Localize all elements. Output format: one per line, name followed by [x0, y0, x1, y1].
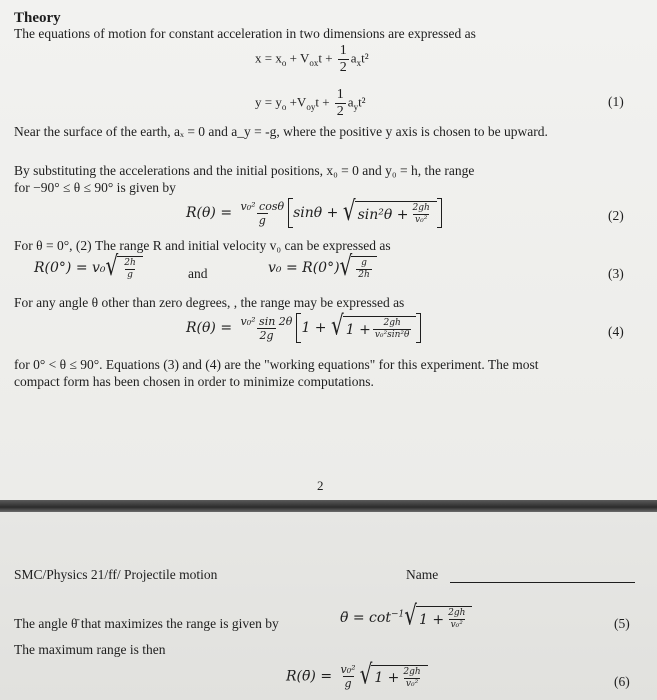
- equation-number-2: (2): [608, 208, 624, 223]
- equation-number-3: (3): [608, 266, 624, 281]
- equation-6: R(θ̄) = $\frac{\text{v₀²}}{g}$ √ 1 + $\frac{2gh}{\text{v₀²}}$: [286, 664, 428, 689]
- substituting-text-2: for −90° ≤ θ ≤ 90° is given by: [14, 180, 176, 195]
- name-blank-line: [450, 582, 635, 583]
- and-text: and: [188, 266, 208, 281]
- equation-number-4: (4): [608, 324, 624, 339]
- intro-text: The equations of motion for constant acceleration in two dimensions are expressed as: [14, 26, 476, 41]
- theta-zero-text: For θ = 0°, (2) The range R and initial velocity v₀ can be expressed as: [14, 238, 391, 253]
- equation-3-velocity: v₀ = R(0°) √ $\frac{g}{2h}$: [268, 256, 377, 280]
- page-divider: [0, 500, 657, 512]
- name-label: Name: [406, 567, 439, 582]
- equation-number-6: (6): [614, 674, 630, 689]
- substituting-text-1: By substituting the accelerations and the initial positions, x₀ = 0 and y₀ = h, the range: [14, 163, 475, 178]
- working-text-2: compact form has been chosen in order to minimize computations.: [14, 374, 374, 389]
- near-surface-text: Near the surface of the earth, aₓ = 0 and a_y = -g, where the positive y axis is chosen to be upward.: [14, 124, 548, 139]
- equation-number-1: (1): [608, 94, 624, 109]
- equation-2: R(θ) = $\frac{\text{v₀² cosθ}}{g}$ sinθ + √ sin²θ + $\frac{2gh}{\text{v₀²}}$: [186, 198, 442, 228]
- course-header: SMC/Physics 21/ff/ Projectile motion: [14, 567, 218, 582]
- equation-3-range: R(0°) = v₀ √ $\frac{2h}{g}$: [34, 256, 143, 280]
- any-angle-text: For any angle θ other than zero degrees, , the range may be expressed as: [14, 295, 405, 310]
- angle-maximizes-text: The angle θ̄ that maximizes the range is given by: [14, 616, 279, 631]
- equation-number-5: (5): [614, 616, 630, 631]
- page-number: 2: [317, 478, 324, 493]
- theory-heading: Theory: [14, 10, 61, 26]
- equation-x: $x = x_o + V_{ox}t$ + $\frac{1}{2}$ $a_xt^2$: [255, 43, 369, 75]
- max-range-text: The maximum range is then: [14, 642, 166, 657]
- equation-5: θ̄ = $\cot^{-1}$ √ 1 + $\frac{2gh}{\text{v₀²}}$: [340, 606, 472, 630]
- equation-4: R(θ) = $\frac{\text{v₀² sin 2θ}}{2g}$ 1 + √ 1 + $\frac{2gh}{\text{v₀²sin²θ}}$: [186, 313, 421, 343]
- working-text-1: for 0° < θ ≤ 90°. Equations (3) and (4) are the "working equations" for this experiment. The most: [14, 357, 539, 372]
- equation-y: $y = y_o +V_{oy}t$ + $\frac{1}{2}$ $a_yt^2$: [255, 87, 366, 119]
